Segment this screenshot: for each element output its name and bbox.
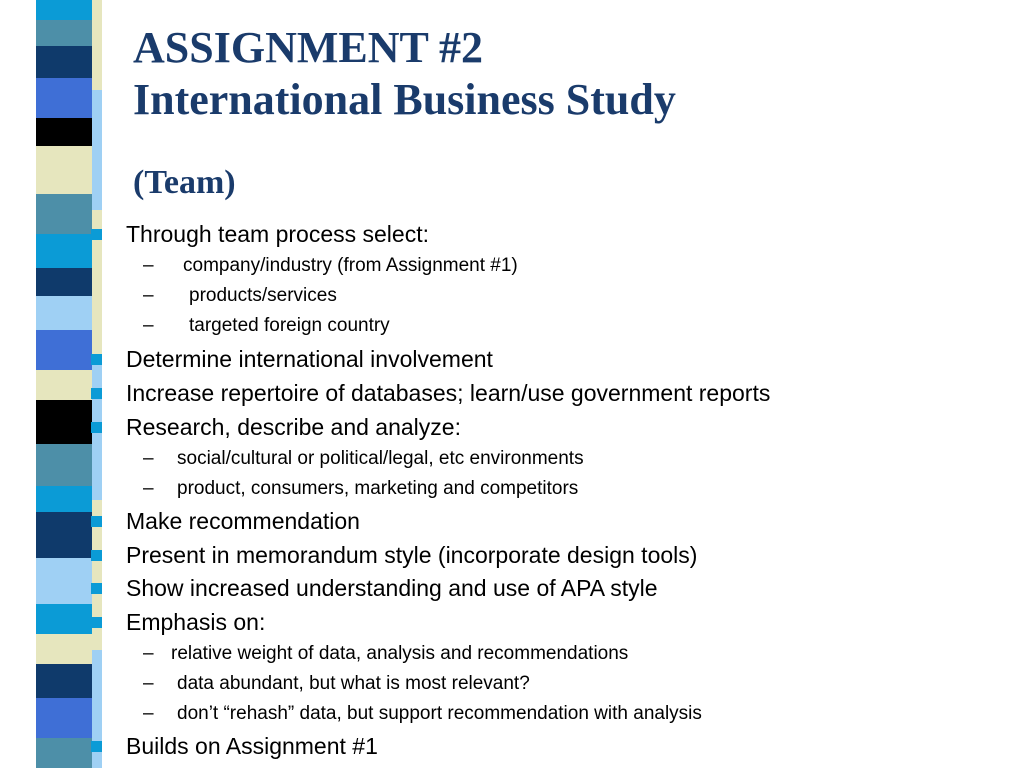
square-bullet-icon: [91, 229, 102, 240]
sub-bullet-text: targeted foreign country: [189, 315, 390, 336]
bullet-text: Show increased understanding and use of APA style: [126, 575, 658, 601]
square-bullet-icon: [91, 422, 102, 433]
dash-icon: –: [143, 285, 154, 306]
bullet-item: [126, 541, 697, 569]
bullet-text: Determine international involvement: [126, 346, 493, 372]
dash-icon: –: [143, 315, 154, 336]
sub-bullet-text: product, consumers, marketing and competitors: [177, 478, 579, 499]
sub-bullet-text: social/cultural or political/legal, etc environments: [177, 448, 584, 469]
bullet-text: Through team process select:: [126, 221, 429, 247]
square-bullet-icon: [91, 354, 102, 365]
bullet-text: Emphasis on:: [126, 609, 266, 635]
bullet-item: [126, 608, 265, 636]
dash-icon: –: [143, 703, 154, 724]
bullet-text: Builds on Assignment #1: [126, 733, 378, 759]
bullet-item: [126, 574, 657, 602]
sub-bullet-text: data abundant, but what is most relevant?: [177, 673, 530, 694]
sub-bullet-text: company/industry (from Assignment #1): [183, 255, 518, 276]
dash-icon: –: [143, 478, 154, 499]
sub-bullet-item: [143, 254, 518, 278]
square-bullet-icon: [91, 617, 102, 628]
bullet-text: Increase repertoire of databases; learn/use government reports: [126, 380, 771, 406]
sub-bullet-item: [143, 642, 629, 666]
dash-icon: –: [143, 673, 154, 694]
title-line-2: International Business Study: [133, 75, 676, 124]
dash-icon: –: [143, 643, 154, 664]
bullet-item: [126, 345, 493, 373]
square-bullet-icon: [91, 741, 102, 752]
sub-bullet-item: [143, 314, 390, 338]
title-line-1: ASSIGNMENT #2: [133, 23, 484, 72]
bullet-text: Research, describe and analyze:: [126, 414, 461, 440]
square-bullet-icon: [91, 550, 102, 561]
sub-bullet-item: [143, 284, 337, 308]
square-bullet-icon: [91, 583, 102, 594]
sub-bullet-item: [143, 477, 579, 501]
sub-bullet-item: [143, 447, 584, 471]
sub-bullet-text: relative weight of data, analysis and recommendations: [171, 643, 629, 664]
bullet-item: [126, 413, 461, 441]
bullet-item: [126, 732, 378, 760]
sub-bullet-item: [143, 672, 530, 696]
dash-icon: –: [143, 255, 154, 276]
bullet-item: [126, 379, 770, 407]
square-bullet-icon: [91, 388, 102, 399]
bullet-text: Present in memorandum style (incorporate design tools): [126, 542, 698, 568]
bullet-item: [126, 507, 360, 535]
slide-subtitle: (Team): [133, 164, 236, 201]
bullet-item: [126, 220, 429, 248]
square-bullet-icon: [91, 516, 102, 527]
sub-bullet-text: don’t “rehash” data, but support recommendation with analysis: [177, 703, 702, 724]
dash-icon: –: [143, 448, 154, 469]
sub-bullet-item: [143, 702, 702, 726]
sub-bullet-text: products/services: [189, 285, 337, 306]
bullet-text: Make recommendation: [126, 508, 360, 534]
